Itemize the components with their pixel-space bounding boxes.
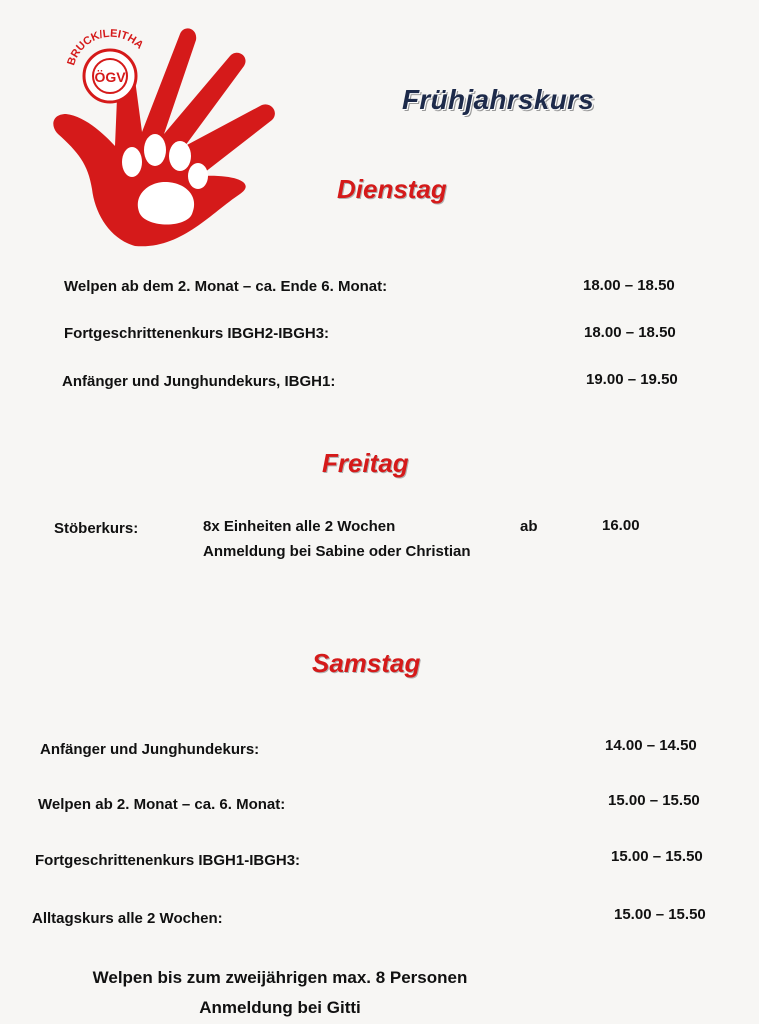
footer-line2: Anmeldung bei Gitti	[199, 998, 361, 1017]
heading-dienstag: Dienstag	[337, 174, 447, 204]
samstag-row-time: 14.00 – 14.50	[605, 737, 697, 754]
samstag-row-time: 15.00 – 15.50	[608, 792, 700, 809]
samstag-row-label: Alltagskurs alle 2 Wochen:	[32, 910, 223, 927]
samstag-row-label: Anfänger und Junghundekurs:	[40, 741, 260, 758]
dienstag-row-time: 19.00 – 19.50	[586, 371, 678, 388]
samstag-row-time: 15.00 – 15.50	[614, 906, 706, 923]
footer-line1: Welpen bis zum zweijährigen max. 8 Personen	[92, 968, 468, 987]
freitag-line1: 8x Einheiten alle 2 Wochen	[203, 518, 396, 535]
dienstag-row-time: 18.00 – 18.50	[584, 324, 676, 341]
freitag-ab: ab	[520, 518, 538, 535]
dienstag-row-label: Anfänger und Junghundekurs, IBGH1:	[62, 373, 336, 390]
seal-badge-text: ÖGV	[94, 69, 126, 85]
heading-samstag: Samstag	[312, 648, 421, 678]
dienstag-row-label: Welpen ab dem 2. Monat – ca. Ende 6. Monat:	[64, 278, 388, 295]
seal-arc-text: BRUCK/LEITHA	[65, 27, 146, 67]
freitag-label: Stöberkurs:	[54, 520, 139, 537]
dienstag-row-label: Fortgeschrittenenkurs IBGH2-IBGH3:	[64, 325, 330, 342]
red-hand-icon	[40, 14, 290, 254]
dienstag-row-time: 18.00 – 18.50	[583, 277, 675, 294]
samstag-row-time: 15.00 – 15.50	[611, 848, 703, 865]
heading-freitag: Freitag	[322, 448, 409, 478]
samstag-row-label: Welpen ab 2. Monat – ca. 6. Monat:	[38, 796, 286, 813]
page-title: Frühjahrskurs	[402, 84, 595, 115]
freitag-time: 16.00	[602, 517, 640, 534]
freitag-line2: Anmeldung bei Sabine oder Christian	[203, 543, 471, 560]
samstag-row-label: Fortgeschrittenenkurs IBGH1-IBGH3:	[35, 852, 301, 869]
